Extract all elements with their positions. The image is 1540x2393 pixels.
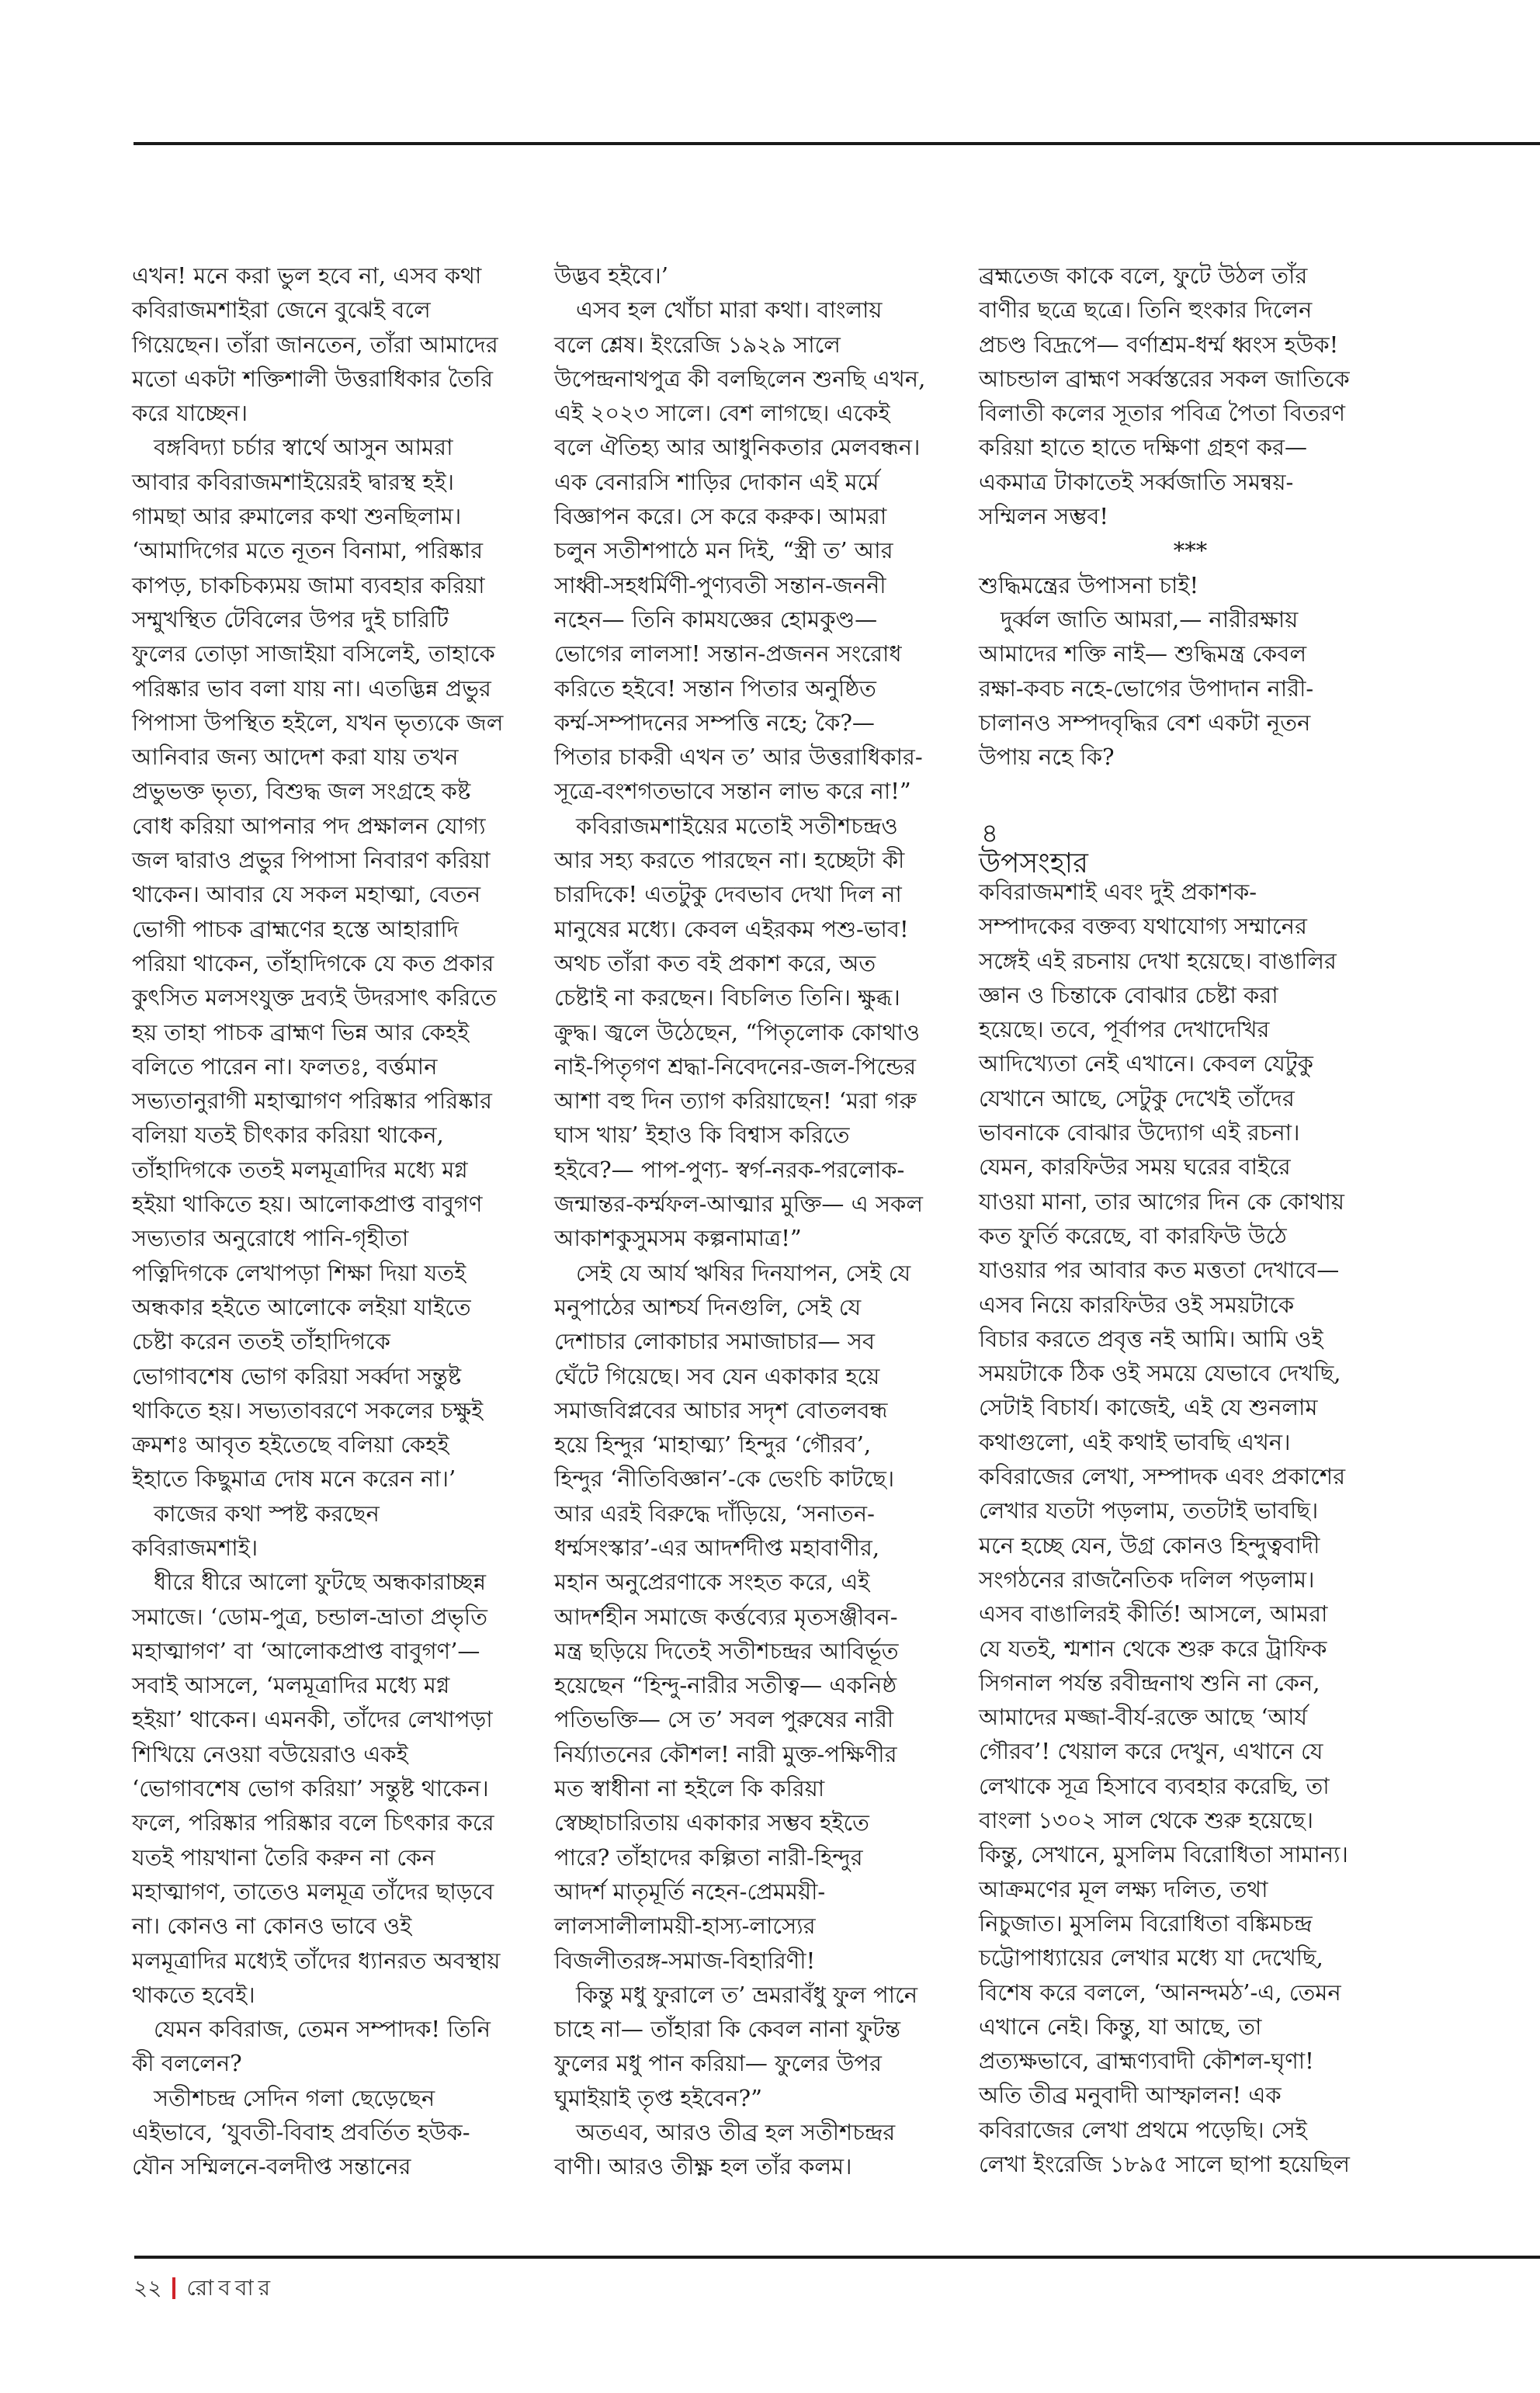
text-line: যে যতই, শ্মশান থেকে শুরু করে ট্রাফিক: [979, 1635, 1327, 1662]
text-line: ‘ভোগাবশেষ ভোগ করিয়া’ সন্তুষ্ট থাকেন।: [132, 1775, 489, 1802]
text-line: পত্নিদিগকে লেখাপড়া শিক্ষা দিয়া যতই: [132, 1259, 467, 1286]
text-line: হিন্দুর ‘নীতিবিজ্ঞান’-কে ভেংচি কাটছে।: [554, 1465, 895, 1493]
text-line: প্রভুভক্ত ভৃত্য, বিশুদ্ধ জল সংগ্রহে কষ্ট: [132, 778, 471, 805]
text-line: দেশাচার লোকাচার সমাজাচার— সব: [554, 1328, 876, 1355]
text-line: সবাই আসলে, ‘মলমূত্রাদির মধ্যে মগ্ন: [132, 1672, 450, 1699]
text-line: উদ্ভব হইবে।’: [554, 262, 668, 289]
text-line: জ্ঞান ও চিন্তাকে বোঝার চেষ্টা করা: [979, 981, 1278, 1008]
text-line: কী বললেন?: [132, 2050, 242, 2077]
text-line: আমাদের মজ্জা-বীর্য-রক্তে আছে ‘আর্য: [979, 1704, 1308, 1731]
text-line: সূত্রে-বংশগতভাবে সন্তান লাভ করে না!”: [554, 778, 911, 805]
text-line: ঘুমাইয়াই তৃপ্ত হইবেন?”: [554, 2084, 762, 2111]
magazine-name: রোববার: [186, 2275, 275, 2301]
text-line: কবিরাজের লেখা প্রথমে পড়েছি। সেই: [979, 2116, 1307, 2143]
text-line: ব্রহ্মতেজ কাকে বলে, ফুটে উঠল তাঁর: [979, 262, 1308, 289]
text-line: মহাত্মাগণ, তাতেও মলমূত্র তাঁদের ছাড়বে: [132, 1878, 494, 1905]
text-line: মত স্বাধীনা না হইলে কি করিয়া: [554, 1775, 825, 1802]
text-line: উপেন্দ্রনাথপুত্র কী বলছিলেন শুনছি এখন,: [554, 365, 926, 392]
text-line: পরিষ্কার ভাব বলা যায় না। এতদ্ভিন্ন প্রভুর: [132, 675, 491, 702]
text-line: না। কোনও না কোনও ভাবে ওই: [132, 1913, 412, 1940]
section-number: ৪: [981, 818, 999, 849]
text-line: এই ২০২৩ সালে। বেশ লাগছে। একেই: [554, 400, 890, 427]
text-line: আর সহ্য করতে পারছেন না। হচ্ছেটা কী: [554, 847, 905, 874]
text-line: ‘আমাদিগের মতে নূতন বিনামা, পরিষ্কার: [132, 537, 484, 564]
text-line: বিশেষ করে বললে, ‘আনন্দমঠ’-এ, তেমন: [979, 1979, 1341, 2006]
text-line: উপায় নহে কি?: [979, 744, 1115, 771]
footer-divider: [172, 2277, 175, 2299]
text-line: যেখানে আছে, সেটুকু দেখেই তাঁদের: [979, 1084, 1295, 1112]
text-line: কর্ম্ম-সম্পাদনের সম্পত্তি নহে; কৈ?—: [554, 709, 875, 736]
text-line: কিন্তু মধু ফুরালে ত’ ভ্রমরাবঁধু ফুল পানে: [576, 1981, 918, 2008]
text-line: স্বেচ্ছাচারিতায় একাকার সম্ভব হইতে: [554, 1809, 869, 1836]
text-line: এসব বাঙালিরই কীর্তি! আসলে, আমরা: [979, 1601, 1328, 1628]
text-line: সম্পাদকের বক্তব্য যথাযোগ্য সম্মানের: [979, 913, 1307, 940]
text-line: ক্রমশঃ আবৃত হইতেছে বলিয়া কেহই: [132, 1431, 449, 1458]
text-line: যেমন, কারফিউর সময় ঘরের বাইরে: [979, 1153, 1291, 1181]
text-line: কবিরাজের লেখা, সম্পাদক এবং প্রকাশের: [979, 1463, 1346, 1490]
text-line: কাজের কথা স্পষ্ট করছেন: [154, 1500, 380, 1527]
text-line: মানুষের মধ্যে। কেবল এইরকম পশু-ভাব!: [554, 915, 909, 942]
text-line: অথচ তাঁরা কত বই প্রকাশ করে, অত: [554, 949, 876, 976]
text-line: কবিরাজমশাইরা জেনে বুঝেই বলে: [132, 297, 431, 324]
text-line: যাওয়া মানা, তার আগের দিন কে কোথায়: [979, 1188, 1344, 1215]
text-line: সঙ্গেই এই রচনায় দেখা হয়েছে। বাঙালির: [979, 947, 1337, 974]
text-line: বলিতে পারেন না। ফলতঃ, বর্ত্তমান: [132, 1053, 438, 1080]
section-break: ***: [1173, 537, 1208, 564]
text-line: সভ্যতার অনুরোধে পানি-গৃহীতা: [132, 1225, 409, 1252]
text-line: পরিয়া থাকেন, তাঁহাদিগকে যে কত প্রকার: [132, 949, 494, 976]
text-line: সেটাই বিচার্য। কাজেই, এই যে শুনলাম: [979, 1394, 1318, 1421]
text-line: সভ্যতানুরাগী মহাত্মাগণ পরিষ্কার পরিষ্কার: [132, 1087, 492, 1115]
text-line: নির্য্যাতনের কৌশল! নারী মুক্ত-পক্ষিণীর: [554, 1740, 897, 1767]
text-line: সমাজে। ‘ডোম-পুত্র, চন্ডাল-ভ্রাতা প্রভৃতি: [132, 1603, 487, 1630]
text-line: সংগঠনের রাজনৈতিক দলিল পড়লাম।: [979, 1566, 1315, 1593]
text-line: করিতে হইবে! সন্তান পিতার অনুষ্ঠিত: [554, 675, 876, 702]
text-line: যেমন কবিরাজ, তেমন সম্পাদক! তিনি: [154, 2016, 491, 2043]
text-line: এখন! মনে করা ভুল হবে না, এসব কথা: [132, 262, 482, 289]
text-line: কবিরাজমশাই।: [132, 1534, 258, 1561]
text-line: হয়ে হিন্দুর ‘মাহাত্ম্য’ হিন্দুর ‘গৌরব’,: [554, 1431, 872, 1458]
text-line: এখানে নেই। কিন্তু, যা আছে, তা: [979, 2013, 1262, 2040]
text-line: ধীরে ধীরে আলো ফুটছে অন্ধকারাচ্ছন্ন: [154, 1569, 487, 1596]
text-line: হইবে?— পাপ-পুণ্য- স্বর্গ-নরক-পরলোক-: [554, 1156, 905, 1183]
text-line: গিয়েছেন। তাঁরা জানতেন, তাঁরা আমাদের: [132, 331, 498, 358]
text-line: থাকেন। আবার যে সকল মহাত্মা, বেতন: [132, 881, 481, 908]
text-line: কবিরাজমশাইয়ের মতোই সতীশচন্দ্রও: [576, 812, 898, 839]
text-line: বিচার করতে প্রবৃত্ত নই আমি। আমি ওই: [979, 1325, 1323, 1352]
text-line: বলিয়া যতই চীৎকার করিয়া থাকেন,: [132, 1122, 444, 1149]
text-line: লেখাকে সূত্র হিসাবে ব্যবহার করেছি, তা: [979, 1772, 1330, 1799]
text-line: অতি তীব্র মনুবাদী আস্ফালন! এক: [979, 2082, 1282, 2109]
text-line: থাকতে হবেই।: [132, 1981, 255, 2008]
text-line: নহেন— তিনি কামযজ্ঞের হোমকুণ্ড—: [554, 605, 878, 633]
text-line: নিচুজাত। মুসলিম বিরোধিতা বঙ্কিমচন্দ্র: [979, 1909, 1313, 1937]
text-line: জন্মান্তর-কর্ম্মফল-আত্মার মুক্তি— এ সকল: [554, 1191, 923, 1218]
text-line: ধর্ম্মসংস্কার’-এর আদর্শদীপ্ত মহাবাণীর,: [554, 1534, 880, 1561]
text-line: বাণী। আরও তীক্ষ্ণ হল তাঁর কলম।: [554, 2153, 852, 2180]
text-line: শুদ্ধিমন্ত্রের উপাসনা চাই!: [979, 571, 1199, 598]
text-line: সতীশচন্দ্র সেদিন গলা ছেড়েছেন: [154, 2084, 435, 2111]
text-line: বঙ্গবিদ্যা চর্চার স্বার্থে আসুন আমরা: [154, 434, 453, 461]
text-line: বলে শ্লেষ। ইংরেজি ১৯২৯ সালে: [554, 331, 841, 358]
text-line: চট্টোপাধ্যায়ের লেখার মধ্যে যা দেখেছি,: [979, 1944, 1323, 1972]
text-line: এসব হল খোঁচা মারা কথা। বাংলায়: [576, 297, 883, 324]
text-line: কুৎসিত মলসংযুক্ত দ্রব্যই উদরসাৎ করিতে: [132, 984, 497, 1011]
text-line: আনিবার জন্য আদেশ করা যায় তখন: [132, 744, 459, 771]
footer-rule: [134, 2256, 1540, 2259]
article-column-1: [132, 258, 536, 2184]
text-line: কাপড়, চাকচিক্যময় জামা ব্যবহার করিয়া: [132, 571, 485, 598]
text-line: থাকিতে হয়। সভ্যতাবরণে সকলের চক্ষুই: [132, 1396, 484, 1424]
text-line: যাওয়ার পর আবার কত মত্ততা দেখাবে—: [979, 1257, 1340, 1284]
text-line: কিন্তু, সেখানে, মুসলিম বিরোধিতা সামান্য।: [979, 1841, 1348, 1868]
text-line: আদর্শ মাতৃমূর্তি নহেন-প্রেমময়ী-: [554, 1878, 826, 1905]
text-line: করিয়া হাতে হাতে দক্ষিণা গ্রহণ কর—: [979, 434, 1307, 461]
text-line: ফলে, পরিষ্কার পরিষ্কার বলে চিৎকার করে: [132, 1809, 494, 1836]
text-line: মতো একটা শক্তিশালী উত্তরাধিকার তৈরি: [132, 365, 494, 392]
text-line: সময়টাকে ঠিক ওই সময়ে যেভাবে দেখছি,: [979, 1360, 1341, 1387]
section-heading: উপসংহার: [979, 848, 1088, 879]
text-line: আকাশকুসুমসম কল্পনামাত্র!”: [554, 1225, 802, 1252]
text-line: চালানও সম্পদবৃদ্ধির বেশ একটা নূতন: [979, 709, 1311, 736]
text-line: প্রচণ্ড বিদ্রূপে— বর্ণাশ্রম-ধর্ম্ম ধ্বংস হউক!: [979, 331, 1339, 358]
text-line: হইয়া থাকিতে হয়। আলোকপ্রাপ্ত বাবুগণ: [132, 1191, 483, 1218]
text-line: ফুলের মধু পান করিয়া— ফুলের উপর: [554, 2050, 882, 2077]
text-line: বিলাতী কলের সূতার পবিত্র পৈতা বিতরণ: [979, 400, 1346, 427]
text-line: একমাত্র টাকাতেই সর্ব্বজাতি সমন্বয়-: [979, 468, 1294, 495]
text-line: করে যাচ্ছেন।: [132, 400, 248, 427]
text-line: ভোগাবশেষ ভোগ করিয়া সর্ব্বদা সন্তুষ্ট: [132, 1362, 462, 1389]
page-footer: [134, 2273, 275, 2304]
text-line: বোধ করিয়া আপনার পদ প্রক্ষালন যোগ্য: [132, 812, 486, 839]
text-line: মন্ত্র ছড়িয়ে দিতেই সতীশচন্দ্রর আবির্ভূত: [554, 1637, 899, 1664]
text-line: পারে? তাঁহাদের কল্পিতা নারী-হিন্দুর: [554, 1843, 863, 1871]
text-line: লেখার যতটা পড়লাম, ততটাই ভাবছি।: [979, 1497, 1319, 1524]
text-line: চেষ্টা করেন ততই তাঁহাদিগকে: [132, 1328, 390, 1355]
text-line: কত ফুর্তি করেছে, বা কারফিউ উঠে: [979, 1222, 1287, 1249]
text-line: বিজ্ঞাপন করে। সে করে করুক। আমরা: [554, 503, 887, 530]
text-line: যৌন সম্মিলনে-বলদীপ্ত সন্তানের: [132, 2153, 411, 2180]
text-line: আমাদের শক্তি নাই— শুদ্ধিমন্ত্র কেবল: [979, 640, 1307, 668]
text-line: লেখা ইংরেজি ১৮৯৫ সালে ছাপা হয়েছিল: [979, 2150, 1350, 2177]
article-column-3-top: [979, 258, 1402, 774]
text-line: আবার কবিরাজমশাইয়েরই দ্বারস্থ হই।: [132, 468, 455, 495]
text-line: মলমূত্রাদির মধ্যেই তাঁদের ধ্যানরত অবস্থায়: [132, 1947, 501, 1974]
text-line: চলুন সতীশপাঠে মন দিই, “স্ত্রী ত’ আর: [554, 537, 893, 564]
text-line: পিতার চাকরী এখন ত’ আর উত্তরাধিকার-: [554, 744, 923, 771]
text-line: সিগনাল পর্যন্ত রবীন্দ্রনাথ শুনি না কেন,: [979, 1669, 1320, 1696]
text-line: ফুলের তোড়া সাজাইয়া বসিলেই, তাহাকে: [132, 640, 495, 668]
text-line: সেই যে আর্য ঋষির দিনযাপন, সেই যে: [576, 1259, 911, 1286]
page-number: ২২: [134, 2275, 162, 2301]
text-line: সম্মিলন সম্ভব!: [979, 503, 1109, 530]
text-line: ভাবনাকে বোঝার উদ্যোগ এই রচনা।: [979, 1119, 1300, 1146]
article-column-3-bottom: [979, 875, 1402, 2181]
text-line: মহান অনুপ্রেরণাকে সংহত করে, এই: [554, 1569, 870, 1596]
text-line: বাংলা ১৩০২ সাল থেকে শুরু হয়েছে।: [979, 1807, 1313, 1834]
text-line: রক্ষা-কবচ নহে-ভোগের উপাদান নারী-: [979, 675, 1314, 702]
text-line: ইহাতে কিছুমাত্র দোষ মনে করেন না।’: [132, 1465, 456, 1493]
text-line: পতিভক্তি— সে ত’ সবল পুরুষের নারী: [554, 1706, 894, 1733]
text-line: ক্রুদ্ধ। জ্বলে উঠেছেন, “পিতৃলোক কোথাও: [554, 1018, 921, 1046]
text-line: সমাজবিপ্লবের আচার সদৃশ বোতলবন্ধ: [554, 1396, 888, 1424]
text-line: নাই-পিতৃগণ শ্রদ্ধা-নিবেদনের-জল-পিন্ডের: [554, 1053, 917, 1080]
text-line: ঘেঁটে গিয়েছে। সব যেন একাকার হয়ে: [554, 1362, 880, 1389]
text-line: গামছা আর রুমালের কথা শুনছিলাম।: [132, 503, 462, 530]
text-line: চারদিকে! এতটুকু দেবভাব দেখা দিল না: [554, 881, 902, 908]
text-line: হয়েছে। তবে, পূর্বাপর দেখাদেখির: [979, 1016, 1270, 1043]
text-line: হয়েছেন “হিন্দু-নারীর সতীত্ব— একনিষ্ঠ: [554, 1672, 897, 1699]
text-line: হইয়া’ থাকেন। এমনকী, তাঁদের লেখাপড়া: [132, 1706, 493, 1733]
text-line: জল দ্বারাও প্রভুর পিপাসা নিবারণ করিয়া: [132, 847, 491, 874]
text-line: আদিখ্যেতা নেই এখানে। কেবল যেটুকু: [979, 1050, 1313, 1077]
text-line: এসব নিয়ে কারফিউর ওই সময়টাকে: [979, 1291, 1295, 1318]
text-line: লালসালীলাময়ী-হাস্য-লাস্যের: [554, 1913, 816, 1940]
header-rule: [134, 142, 1540, 145]
text-line: হয় তাহা পাচক ব্রাহ্মণ ভিন্ন আর কেহই: [132, 1018, 470, 1046]
text-line: মহাত্মাগণ’ বা ‘আলোকপ্রাপ্ত বাবুগণ’—: [132, 1637, 480, 1664]
text-line: সাধ্বী-সহধর্মিণী-পুণ্যবতী সন্তান-জননী: [554, 571, 886, 598]
text-line: গৌরব’! খেয়াল করে দেখুন, এখানে যে: [979, 1738, 1323, 1765]
text-line: আক্রমণের মূল লক্ষ্য দলিত, তথা: [979, 1875, 1268, 1902]
text-line: মনে হচ্ছে যেন, উগ্র কোনও হিন্দুত্ববাদী: [979, 1531, 1320, 1559]
text-line: শিখিয়ে নেওয়া বউয়েরাও একই: [132, 1740, 408, 1767]
text-line: বিজলীতরঙ্গ-সমাজ-বিহারিণী!: [554, 1947, 816, 1974]
text-line: দুর্ব্বল জাতি আমরা,— নারীরক্ষায়: [1001, 605, 1299, 633]
text-line: আদর্শহীন সমাজে কর্ত্তব্যের মৃতসঞ্জীবন-: [554, 1603, 898, 1630]
text-line: চেষ্টাই না করছেন। বিচলিত তিনি। ক্ষুব্ধ।: [554, 984, 900, 1011]
text-line: ভোগী পাচক ব্রাহ্মণের হস্তে আহারাদি: [132, 915, 459, 942]
text-line: আর এরই বিরুদ্ধে দাঁড়িয়ে, ‘সনাতন-: [554, 1500, 875, 1527]
text-line: যতই পায়খানা তৈরি করুন না কেন: [132, 1843, 435, 1871]
text-line: কবিরাজমশাই এবং দুই প্রকাশক-: [979, 879, 1257, 905]
text-line: সম্মুখস্থিত টেবিলের উপর দুই চারিটি: [132, 605, 449, 633]
article-column-2: [554, 258, 958, 2184]
text-line: এক বেনারসি শাড়ির দোকান এই মর্মে: [554, 468, 879, 495]
text-line: মনুপাঠের আশ্চর্য দিনগুলি, সেই যে: [554, 1293, 862, 1320]
text-line: কথাগুলো, এই কথাই ভাবছি এখন।: [979, 1428, 1291, 1455]
text-line: অতএব, আরও তীব্র হল সতীশচন্দ্রর: [576, 2119, 896, 2146]
text-line: তাঁহাদিগকে ততই মলমূত্রাদির মধ্যে মগ্ন: [132, 1156, 468, 1183]
text-line: প্রত্যক্ষভাবে, ব্রাহ্মণ্যবাদী কৌশল-ঘৃণা!: [979, 2048, 1314, 2075]
text-line: এইভাবে, ‘যুবতী-বিবাহ প্রবর্তিত হউক-: [132, 2119, 470, 2146]
text-line: ভোগের লালসা! সন্তান-প্রজনন সংরোধ: [554, 640, 902, 668]
text-line: অন্ধকার হইতে আলোকে লইয়া যাইতে: [132, 1293, 471, 1320]
text-line: বাণীর ছত্রে ছত্রে। তিনি হুংকার দিলেন: [979, 297, 1313, 324]
text-line: আশা বহু দিন ত্যাগ করিয়াছেন! ‘মরা গরু: [554, 1087, 917, 1115]
text-line: পিপাসা উপস্থিত হইলে, যখন ভৃত্যকে জল: [132, 709, 504, 736]
text-line: আচন্ডাল ব্রাহ্মণ সর্ব্বস্তরের সকল জাতিকে: [979, 365, 1350, 392]
text-line: ঘাস খায়’ ইহাও কি বিশ্বাস করিতে: [554, 1122, 850, 1149]
text-line: চাহে না— তাঁহারা কি কেবল নানা ফুটন্ত: [554, 2016, 900, 2043]
text-line: বলে ঐতিহ্য আর আধুনিকতার মেলবন্ধন।: [554, 434, 921, 461]
